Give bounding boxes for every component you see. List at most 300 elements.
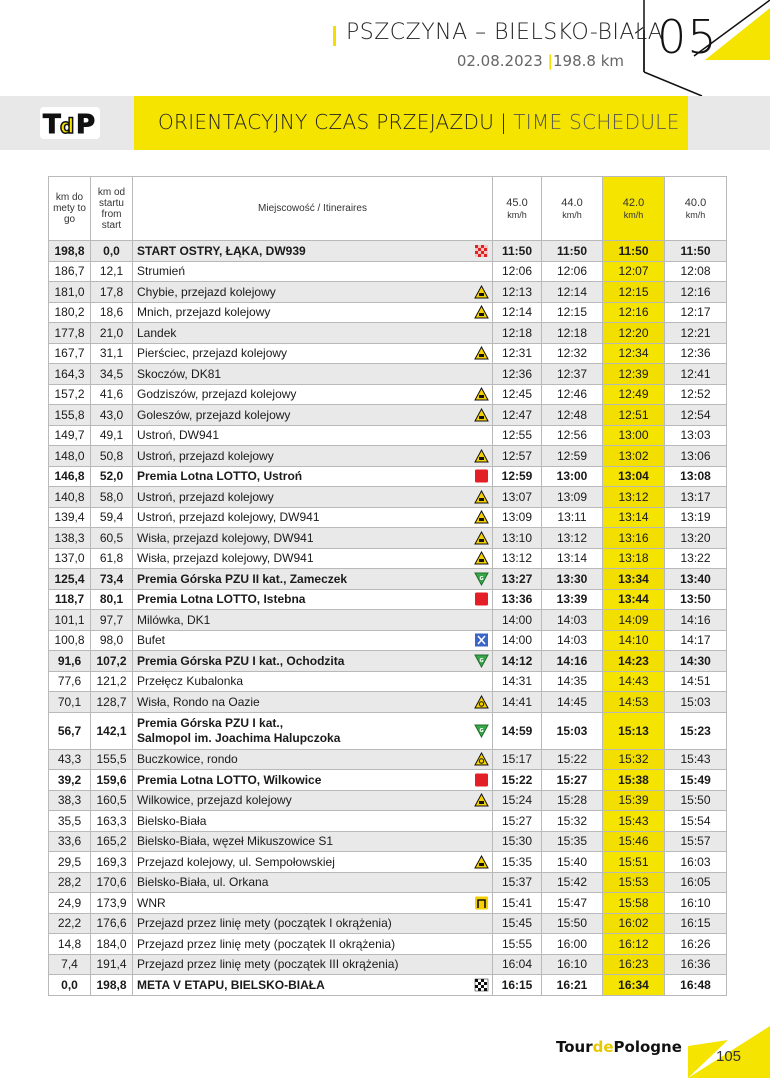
table-row [49,425,727,446]
km-to-go-cell: 24,9 [49,893,91,914]
place-cell [133,749,493,770]
time-cell-speed-1: 15:35 [493,852,542,873]
km-from-start-cell: 21,0 [91,323,133,344]
time-cell-speed-3: 14:10 [603,630,665,651]
time-cell-speed-1: 13:10 [493,528,542,549]
time-cell-speed-1: 12:06 [493,261,542,282]
stage-date: 02.08.2023 [456,52,543,70]
time-cell-speed-3: 15:13 [603,712,665,749]
km-to-go-cell: 140,8 [49,487,91,508]
place-cell [133,528,493,549]
km-to-go-cell: 155,8 [49,405,91,426]
table-row [49,507,727,528]
header-km-to-go: km do mety to go [49,177,91,241]
place-cell [133,770,493,791]
time-cell-speed-3: 16:34 [603,975,665,996]
place-cell [133,790,493,811]
time-cell-speed-2: 14:35 [542,671,603,692]
table-row [49,405,727,426]
place-name: Milówka, DK1 [137,612,211,627]
time-cell-speed-2: 14:45 [542,692,603,713]
time-cell-speed-1: 12:45 [493,384,542,405]
table-row [49,934,727,955]
table-row [49,651,727,672]
place-cell [133,487,493,508]
km-to-go-cell: 146,8 [49,466,91,487]
time-cell-speed-3: 12:49 [603,384,665,405]
time-schedule-table [48,176,727,996]
km-to-go-cell: 198,8 [49,241,91,262]
table-header-row [49,177,727,241]
time-cell-speed-2: 13:11 [542,507,603,528]
place-cell [133,364,493,385]
place-name: Premia Górska PZU II kat., Zameczek [137,571,348,586]
table-row [49,872,727,893]
time-cell-speed-2: 14:16 [542,651,603,672]
time-cell-speed-2: 11:50 [542,241,603,262]
table-row [49,466,727,487]
place-cell [133,630,493,651]
time-cell-speed-1: 12:36 [493,364,542,385]
km-from-start-cell: 52,0 [91,466,133,487]
place-name: Skoczów, DK81 [137,366,222,381]
km-from-start-cell: 49,1 [91,425,133,446]
place-cell [133,425,493,446]
time-cell-speed-4: 13:17 [665,487,727,508]
finish-flag-icon [474,978,489,992]
time-cell-speed-3: 13:18 [603,548,665,569]
km-to-go-cell: 180,2 [49,302,91,323]
place-name: Premia Lotna LOTTO, Wilkowice [137,772,322,787]
place-cell [133,651,493,672]
table-row [49,364,727,385]
header-km-from-start: km od startu from start [91,177,133,241]
km-to-go-cell: 43,3 [49,749,91,770]
time-cell-speed-2: 13:39 [542,589,603,610]
time-cell-speed-2: 12:59 [542,446,603,467]
km-to-go-cell: 177,8 [49,323,91,344]
page-number: 105 [716,1048,742,1065]
time-cell-speed-1: 15:27 [493,811,542,832]
header-speed-1: 45.0 km/h [493,177,542,241]
time-cell-speed-4: 14:16 [665,610,727,631]
time-cell-speed-4: 13:50 [665,589,727,610]
time-cell-speed-1: 13:09 [493,507,542,528]
railway-crossing-icon [474,551,489,565]
place-cell [133,446,493,467]
svg-text:P: P [76,110,96,139]
km-to-go-cell: 148,0 [49,446,91,467]
place-name: Przełęcz Kubalonka [137,674,244,689]
km-to-go-cell: 38,3 [49,790,91,811]
km-to-go-cell: 125,4 [49,569,91,590]
schedule-title-pl: ORIENTACYJNY CZAS PRZEJAZDU [158,110,495,134]
time-cell-speed-3: 15:51 [603,852,665,873]
time-cell-speed-4: 12:36 [665,343,727,364]
time-cell-speed-2: 13:00 [542,466,603,487]
km-from-start-cell: 97,7 [91,610,133,631]
sprint-icon [474,773,489,787]
time-cell-speed-4: 14:17 [665,630,727,651]
time-cell-speed-4: 15:50 [665,790,727,811]
time-cell-speed-2: 16:21 [542,975,603,996]
table-row [49,610,727,631]
km-from-start-cell: 18,6 [91,302,133,323]
time-cell-speed-3: 13:02 [603,446,665,467]
place-cell [133,692,493,713]
time-cell-speed-4: 16:36 [665,954,727,975]
km-to-go-cell: 39,2 [49,770,91,791]
place-name: Ustroń, DW941 [137,428,220,443]
time-cell-speed-3: 14:53 [603,692,665,713]
time-cell-speed-1: 13:07 [493,487,542,508]
time-cell-speed-3: 12:39 [603,364,665,385]
place-name: WNR [137,895,166,910]
place-cell [133,954,493,975]
time-cell-speed-3: 13:04 [603,466,665,487]
km-from-start-cell: 165,2 [91,831,133,852]
railway-crossing-icon [474,285,489,299]
time-cell-speed-4: 13:22 [665,548,727,569]
header-place: Miejscowość / Itineraires [133,177,493,241]
time-cell-speed-2: 13:30 [542,569,603,590]
time-cell-speed-3: 16:23 [603,954,665,975]
km-from-start-cell: 107,2 [91,651,133,672]
logo-part-pologne: Pologne [613,1038,682,1056]
time-cell-speed-2: 16:00 [542,934,603,955]
railway-crossing-icon [474,408,489,422]
place-name: Przejazd kolejowy, ul. Sempołowskiej [137,854,335,869]
place-cell [133,831,493,852]
time-cell-speed-2: 13:09 [542,487,603,508]
logo-part-de: de [592,1038,614,1056]
time-cell-speed-4: 15:23 [665,712,727,749]
time-cell-speed-3: 14:23 [603,651,665,672]
railway-crossing-icon [474,793,489,807]
place-name: Goleszów, przejazd kolejowy [137,407,291,422]
place-name: Buczkowice, rondo [137,752,238,767]
km-to-go-cell: 29,5 [49,852,91,873]
km-from-start-cell: 31,1 [91,343,133,364]
time-cell-speed-4: 12:52 [665,384,727,405]
km-from-start-cell: 0,0 [91,241,133,262]
time-cell-speed-3: 15:39 [603,790,665,811]
logo-part-tour: Tour [556,1038,593,1056]
table-row [49,749,727,770]
place-cell [133,241,493,262]
railway-crossing-icon [474,855,489,869]
time-cell-speed-3: 15:32 [603,749,665,770]
place-cell [133,811,493,832]
time-cell-speed-3: 15:46 [603,831,665,852]
time-cell-speed-4: 12:41 [665,364,727,385]
km-from-start-cell: 80,1 [91,589,133,610]
stage-distance: 198.8 km [552,52,624,70]
time-cell-speed-3: 12:07 [603,261,665,282]
time-cell-speed-3: 14:43 [603,671,665,692]
place-name: Bielsko-Biała, węzeł Mikuszowice S1 [137,834,334,849]
time-cell-speed-4: 15:54 [665,811,727,832]
sprint-icon [474,592,489,606]
header-accent-bar [333,26,336,46]
place-name: Ustroń, przejazd kolejowy, DW941 [137,510,320,525]
table-row [49,282,727,303]
time-cell-speed-4: 16:10 [665,893,727,914]
time-cell-speed-4: 16:15 [665,913,727,934]
time-cell-speed-1: 15:45 [493,913,542,934]
time-cell-speed-2: 12:37 [542,364,603,385]
time-cell-speed-1: 11:50 [493,241,542,262]
time-cell-speed-1: 12:55 [493,425,542,446]
feed-zone-icon [474,633,489,647]
km-to-go-cell: 138,3 [49,528,91,549]
time-cell-speed-3: 12:20 [603,323,665,344]
time-cell-speed-1: 14:59 [493,712,542,749]
time-cell-speed-4: 12:16 [665,282,727,303]
time-cell-speed-4: 16:05 [665,872,727,893]
wnr-icon [474,896,489,910]
km-from-start-cell: 142,1 [91,712,133,749]
time-cell-speed-1: 15:41 [493,893,542,914]
time-cell-speed-4: 13:06 [665,446,727,467]
km-from-start-cell: 61,8 [91,548,133,569]
table-row [49,589,727,610]
place-cell [133,323,493,344]
svg-text:G: G [479,575,484,582]
table-row [49,770,727,791]
place-cell [133,610,493,631]
time-cell-speed-2: 12:56 [542,425,603,446]
place-name: Premia Górska PZU I kat., Ochodzita [137,653,345,668]
place-cell [133,934,493,955]
km-from-start-cell: 121,2 [91,671,133,692]
header-speed-3: 42.0 km/h [603,177,665,241]
railway-crossing-icon [474,490,489,504]
table-row [49,790,727,811]
place-name: Bielsko-Biała [137,813,207,828]
time-cell-speed-3: 16:12 [603,934,665,955]
railway-crossing-icon [474,531,489,545]
time-cell-speed-3: 16:02 [603,913,665,934]
time-cell-speed-1: 15:37 [493,872,542,893]
time-cell-speed-4: 13:40 [665,569,727,590]
time-cell-speed-4: 13:03 [665,425,727,446]
place-name: Bufet [137,633,166,648]
place-cell [133,507,493,528]
km-from-start-cell: 198,8 [91,975,133,996]
km-from-start-cell: 59,4 [91,507,133,528]
place-cell [133,343,493,364]
place-name: START OSTRY, ŁĄKA, DW939 [137,243,306,258]
time-cell-speed-3: 13:12 [603,487,665,508]
time-cell-speed-2: 12:14 [542,282,603,303]
place-cell [133,589,493,610]
table-row [49,630,727,651]
km-to-go-cell: 101,1 [49,610,91,631]
km-from-start-cell: 60,5 [91,528,133,549]
tour-de-pologne-logo [556,1038,686,1060]
km-from-start-cell: 58,0 [91,487,133,508]
table-row [49,712,727,749]
place-cell [133,466,493,487]
svg-text:T: T [43,110,61,139]
km-to-go-cell: 14,8 [49,934,91,955]
time-cell-speed-1: 12:31 [493,343,542,364]
time-cell-speed-4: 16:03 [665,852,727,873]
time-cell-speed-3: 15:53 [603,872,665,893]
time-cell-speed-3: 15:43 [603,811,665,832]
place-name: Przejazd przez linię mety (początek II okrążenia) [137,936,396,951]
km-to-go-cell: 139,4 [49,507,91,528]
km-from-start-cell: 159,6 [91,770,133,791]
place-cell [133,384,493,405]
time-cell-speed-1: 12:14 [493,302,542,323]
table-row [49,811,727,832]
time-cell-speed-1: 13:36 [493,589,542,610]
stage-number: 05 [657,10,718,64]
time-cell-speed-4: 12:08 [665,261,727,282]
time-cell-speed-4: 15:57 [665,831,727,852]
table-row [49,446,727,467]
time-cell-speed-4: 15:03 [665,692,727,713]
time-cell-speed-3: 15:58 [603,893,665,914]
time-cell-speed-3: 14:09 [603,610,665,631]
time-cell-speed-4: 16:26 [665,934,727,955]
table-row [49,261,727,282]
place-name-line2: Salmopol im. Joachima Halupczoka [137,730,341,745]
time-cell-speed-1: 15:24 [493,790,542,811]
time-cell-speed-2: 15:27 [542,770,603,791]
time-cell-speed-4: 12:54 [665,405,727,426]
time-cell-speed-2: 12:48 [542,405,603,426]
railway-crossing-icon [474,346,489,360]
place-cell [133,282,493,303]
place-cell [133,302,493,323]
time-cell-speed-1: 15:30 [493,831,542,852]
table-row [49,302,727,323]
time-cell-speed-4: 16:48 [665,975,727,996]
svg-text:G: G [479,657,484,664]
km-to-go-cell: 157,2 [49,384,91,405]
tdp-logo-icon [40,107,100,139]
mountain-icon [474,724,489,738]
place-name: Premia Górska PZU I kat., [137,715,284,730]
place-cell [133,872,493,893]
time-cell-speed-3: 15:38 [603,770,665,791]
place-cell [133,548,493,569]
time-cell-speed-2: 12:46 [542,384,603,405]
table-row [49,954,727,975]
km-from-start-cell: 50,8 [91,446,133,467]
mountain-icon [474,572,489,586]
km-to-go-cell: 35,5 [49,811,91,832]
time-cell-speed-1: 14:00 [493,610,542,631]
km-from-start-cell: 12,1 [91,261,133,282]
km-to-go-cell: 91,6 [49,651,91,672]
table-row [49,384,727,405]
time-cell-speed-2: 14:03 [542,630,603,651]
railway-crossing-icon [474,305,489,319]
time-cell-speed-1: 16:04 [493,954,542,975]
table-row [49,323,727,344]
schedule-title [158,110,680,134]
time-cell-speed-1: 13:27 [493,569,542,590]
time-cell-speed-2: 15:03 [542,712,603,749]
place-name: Wisła, Rondo na Oazie [137,694,260,709]
time-cell-speed-2: 12:15 [542,302,603,323]
km-to-go-cell: 0,0 [49,975,91,996]
header-speed-4: 40.0 km/h [665,177,727,241]
km-to-go-cell: 7,4 [49,954,91,975]
time-cell-speed-2: 13:12 [542,528,603,549]
place-name: Ustroń, przejazd kolejowy [137,489,274,504]
place-cell [133,913,493,934]
km-to-go-cell: 186,7 [49,261,91,282]
time-cell-speed-1: 13:12 [493,548,542,569]
time-cell-speed-4: 14:30 [665,651,727,672]
km-from-start-cell: 173,9 [91,893,133,914]
place-name: Godziszów, przejazd kolejowy [137,387,297,402]
place-name: Mnich, przejazd kolejowy [137,305,271,320]
time-cell-speed-4: 14:51 [665,671,727,692]
table-row [49,913,727,934]
time-cell-speed-2: 16:10 [542,954,603,975]
km-to-go-cell: 164,3 [49,364,91,385]
km-from-start-cell: 155,5 [91,749,133,770]
place-cell [133,569,493,590]
time-cell-speed-1: 15:17 [493,749,542,770]
km-to-go-cell: 137,0 [49,548,91,569]
place-name: Pierściec, przejazd kolejowy [137,346,288,361]
table-row [49,548,727,569]
place-name: META V ETAPU, BIELSKO-BIAŁA [137,977,325,992]
time-cell-speed-2: 13:14 [542,548,603,569]
time-cell-speed-3: 13:16 [603,528,665,549]
table-row [49,831,727,852]
place-cell [133,671,493,692]
km-to-go-cell: 33,6 [49,831,91,852]
time-cell-speed-2: 15:50 [542,913,603,934]
km-from-start-cell: 34,5 [91,364,133,385]
time-cell-speed-3: 13:00 [603,425,665,446]
railway-crossing-icon [474,510,489,524]
title-separator: | [500,110,508,134]
km-to-go-cell: 28,2 [49,872,91,893]
roundabout-icon [474,752,489,766]
table-row [49,343,727,364]
km-from-start-cell: 98,0 [91,630,133,651]
km-to-go-cell: 100,8 [49,630,91,651]
place-name: Wisła, przejazd kolejowy, DW941 [137,530,314,545]
table-row [49,241,727,262]
time-cell-speed-4: 13:19 [665,507,727,528]
time-cell-speed-2: 12:32 [542,343,603,364]
time-cell-speed-2: 12:18 [542,323,603,344]
km-from-start-cell: 176,6 [91,913,133,934]
table-row [49,528,727,549]
time-cell-speed-2: 15:22 [542,749,603,770]
km-to-go-cell: 167,7 [49,343,91,364]
place-name: Przejazd przez linię mety (początek I okrążenia) [137,916,392,931]
place-name: Chybie, przejazd kolejowy [137,284,276,299]
place-cell [133,975,493,996]
stage-meta [457,52,624,70]
time-cell-speed-2: 15:32 [542,811,603,832]
time-cell-speed-1: 14:00 [493,630,542,651]
svg-text:G: G [479,727,484,734]
place-cell [133,405,493,426]
place-name: Premia Lotna LOTTO, Ustroń [137,469,303,484]
